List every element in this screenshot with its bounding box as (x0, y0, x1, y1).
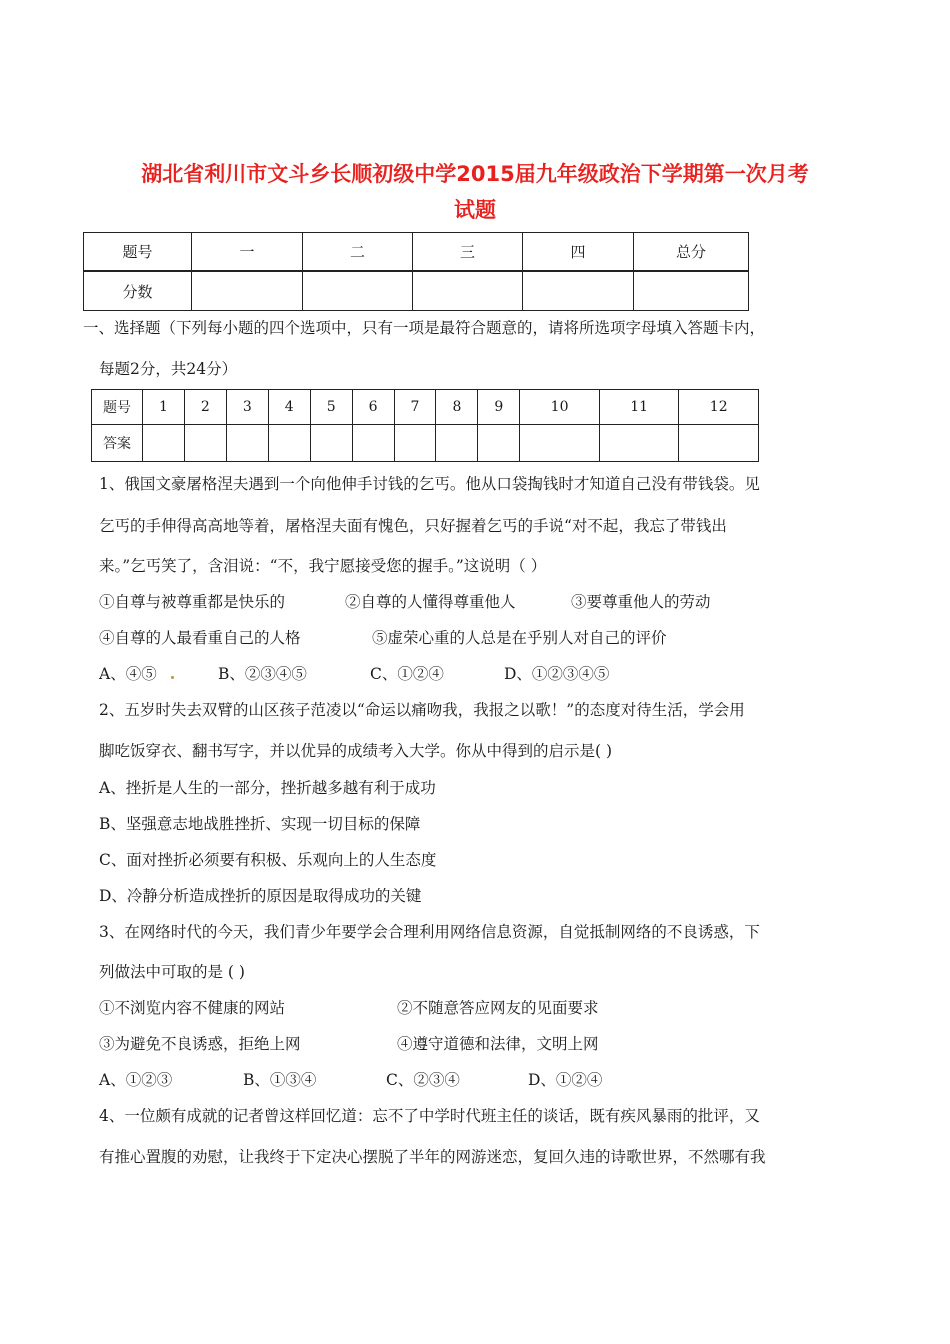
q3-answer-c: C、②③④ (386, 1071, 460, 1089)
q3-line1: 3、在网络时代的今天，我们青少年要学会合理利用网络信息资源，自觉抵制网络的不良诱惑，下 (99, 923, 760, 941)
q3-answer-a: A、①②③ (99, 1071, 173, 1089)
q1-answer-c: C、①②④ (370, 665, 444, 683)
exam-title-line1: 湖北省利川市文斗乡长顺初级中学2015届九年级政治下学期第一次月考 (141, 162, 809, 186)
score-header-cell: 四 (523, 233, 634, 272)
score-cell[interactable] (634, 271, 749, 311)
answer-cell[interactable] (436, 425, 478, 462)
q1-option-2: ②自尊的人懂得尊重他人 (345, 593, 516, 611)
answer-number: 10 (520, 390, 600, 425)
q2-option-c: C、面对挫折必须要有积极、乐观向上的人生态度 (99, 851, 437, 869)
q1-option-3: ③要尊重他人的劳动 (571, 593, 711, 611)
section1-instructions-line2: 每题2分，共24分） (99, 360, 238, 378)
answer-number: 5 (310, 390, 352, 425)
answer-number: 3 (226, 390, 268, 425)
decorative-dot (171, 676, 174, 679)
answer-number: 6 (352, 390, 394, 425)
answer-number: 2 (184, 390, 226, 425)
q1-option-1: ①自尊与被尊重都是快乐的 (99, 593, 286, 611)
q1-line2: 乞丐的手伸得高高地等着，屠格涅夫面有愧色，只好握着乞丐的手说“对不起，我忘了带钱出 (99, 517, 727, 535)
answer-number: 11 (599, 390, 679, 425)
answer-number: 8 (436, 390, 478, 425)
score-table (83, 232, 749, 311)
exam-title-line2: 试题 (454, 198, 496, 222)
q4-line1: 4、一位颇有成就的记者曾这样回忆道：忘不了中学时代班主任的谈话，既有疾风暴雨的批评，又 (99, 1107, 760, 1125)
answer-cell[interactable] (310, 425, 352, 462)
score-row-label: 分数 (84, 271, 192, 311)
q1-options-row1 (99, 590, 859, 612)
score-header-cell: 三 (413, 233, 523, 272)
q2-line2: 脚吃饭穿衣、翻书写字，并以优异的成绩考入大学。你从中得到的启示是( ) (99, 742, 613, 760)
q3-answer-d: D、①②④ (528, 1071, 603, 1089)
q3-option-1: ①不浏览内容不健康的网站 (99, 999, 286, 1017)
q1-option-5: ⑤虚荣心重的人总是在乎别人对自己的评价 (372, 629, 667, 647)
score-header-cell: 二 (303, 233, 413, 272)
score-cell[interactable] (523, 271, 634, 311)
q2-line1: 2、五岁时失去双臂的山区孩子范凌以“命运以痛吻我，我报之以歌！”的态度对待生活，学会用 (99, 701, 745, 719)
q3-answer-b: B、①③④ (243, 1071, 317, 1089)
answer-cell[interactable] (143, 425, 185, 462)
answer-table (91, 389, 759, 462)
q1-line3: 来。”乞丐笑了，含泪说：“不，我宁愿接受您的握手。”这说明（ ） (99, 557, 547, 575)
q2-option-b: B、坚强意志地战胜挫折、实现一切目标的保障 (99, 815, 421, 833)
q2-option-d: D、冷静分析造成挫折的原因是取得成功的关键 (99, 887, 422, 905)
q3-option-4: ④遵守道德和法律，文明上网 (397, 1035, 599, 1053)
answer-number: 7 (394, 390, 436, 425)
score-cell[interactable] (303, 271, 413, 311)
score-cell[interactable] (192, 271, 303, 311)
answer-cell[interactable] (394, 425, 436, 462)
q3-options-row1 (99, 996, 859, 1018)
answer-number: 4 (268, 390, 310, 425)
q1-answer-d: D、①②③④⑤ (504, 665, 610, 683)
answer-cell[interactable] (184, 425, 226, 462)
q3-option-2: ②不随意答应网友的见面要求 (397, 999, 599, 1017)
q3-answers (99, 1068, 859, 1090)
q2-option-a: A、挫折是人生的一部分，挫折越多越有利于成功 (99, 779, 436, 797)
answer-cell[interactable] (268, 425, 310, 462)
answer-cell[interactable] (352, 425, 394, 462)
q1-line1: 1、俄国文豪屠格涅夫遇到一个向他伸手讨钱的乞丐。他从口袋掏钱时才知道自己没有带钱袋。见 (99, 475, 760, 493)
q1-option-4: ④自尊的人最看重自己的人格 (99, 629, 301, 647)
answer-cell[interactable] (478, 425, 520, 462)
answer-number: 1 (143, 390, 185, 425)
score-cell[interactable] (413, 271, 523, 311)
section1-instructions-line1: 一、选择题（下列每小题的四个选项中，只有一项是最符合题意的，请将所选项字母填入答题卡内， (83, 319, 766, 337)
score-header-cell: 总分 (634, 233, 749, 272)
q1-options-row2 (99, 626, 859, 648)
answer-cell[interactable] (520, 425, 600, 462)
q3-option-3: ③为避免不良诱惑，拒绝上网 (99, 1035, 301, 1053)
q1-answers (99, 662, 859, 684)
q3-line2: 列做法中可取的是 ( ) (99, 963, 245, 981)
q1-answer-a: A、④⑤ (99, 665, 157, 683)
q4-line2: 有推心置腹的劝慰，让我终于下定决心摆脱了半年的网游迷恋，复回久违的诗歌世界，不然哪有我 (99, 1148, 766, 1166)
answer-cell[interactable] (679, 425, 759, 462)
answer-number: 9 (478, 390, 520, 425)
q1-answer-b: B、②③④⑤ (218, 665, 307, 683)
answer-number: 12 (679, 390, 759, 425)
answer-cell[interactable] (599, 425, 679, 462)
answer-cell[interactable] (226, 425, 268, 462)
score-header-cell: 题号 (84, 233, 192, 272)
score-header-cell: 一 (192, 233, 303, 272)
q3-options-row2 (99, 1032, 859, 1054)
answer-header-label: 题号 (92, 390, 143, 425)
answer-row-label: 答案 (92, 425, 143, 462)
